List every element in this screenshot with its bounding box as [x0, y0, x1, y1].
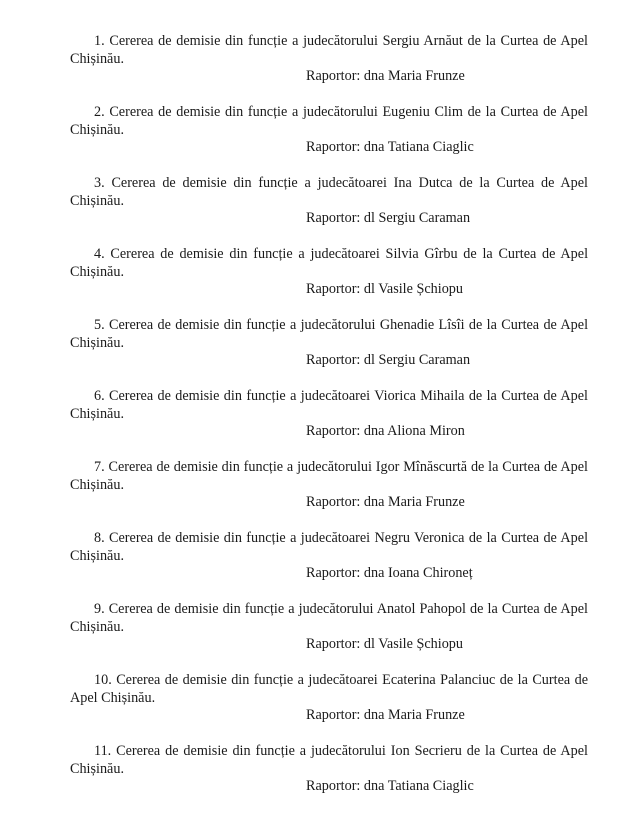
agenda-item — [70, 672, 588, 724]
agenda-item — [70, 601, 588, 653]
reporter-line — [70, 636, 588, 653]
reporter-prefix: Raportor: — [306, 352, 364, 368]
reporter-prefix: Raportor: — [306, 636, 364, 652]
agenda-item-text — [70, 175, 588, 210]
item-description: Cererea de demisie din funcție a judecătoarei Ina Dutca de la Curtea de Apel Chișinău. — [70, 175, 588, 209]
agenda-item — [70, 388, 588, 440]
item-number: 11. — [94, 743, 112, 759]
reporter-name: dna Maria Frunze — [363, 707, 465, 723]
reporter-name: dl Vasile Șchiopu — [363, 281, 463, 297]
item-description: Cererea de demisie din funcție a judecătoarei Negru Veronica de la Curtea de Apel Chișinău. — [70, 530, 589, 564]
reporter-name: dna Ioana Chironeț — [363, 565, 473, 581]
agenda-item — [70, 104, 588, 156]
reporter-prefix: Raportor: — [306, 139, 364, 155]
reporter-prefix: Raportor: — [306, 707, 364, 723]
agenda-item-text — [70, 246, 588, 281]
item-number: 3. — [94, 175, 105, 191]
reporter-prefix: Raportor: — [306, 281, 364, 297]
reporter-line — [70, 281, 588, 298]
item-number: 10. — [94, 672, 112, 688]
reporter-line — [70, 494, 588, 511]
agenda-item-text — [70, 104, 588, 139]
agenda-item — [70, 246, 588, 298]
agenda-item-text — [70, 317, 588, 352]
item-description: Cererea de demisie din funcție a judecătoarei Ecaterina Palanciuc de la Curtea de Apel Chișinău. — [70, 672, 589, 706]
item-number: 5. — [94, 317, 105, 333]
item-description: Cererea de demisie din funcție a judecătoarei Silvia Gîrbu de la Curtea de Apel Chișinău. — [70, 246, 589, 280]
item-number: 8. — [94, 530, 105, 546]
reporter-line — [70, 565, 588, 582]
item-description: Cererea de demisie din funcție a judecătorului Sergiu Arnăut de la Curtea de Apel Chișinău. — [70, 33, 588, 67]
reporter-prefix: Raportor: — [306, 423, 364, 439]
item-description: Cererea de demisie din funcție a judecătorului Ion Secrieru de la Curtea de Apel Chișinău. — [70, 743, 588, 777]
reporter-name: dna Tatiana Ciaglic — [363, 139, 474, 155]
item-description: Cererea de demisie din funcție a judecătorului Eugeniu Clim de la Curtea de Apel Chișinău. — [70, 104, 588, 138]
reporter-prefix: Raportor: — [306, 494, 364, 510]
reporter-name: dna Aliona Miron — [363, 423, 465, 439]
agenda-item — [70, 459, 588, 511]
item-number: 9. — [94, 601, 105, 617]
reporter-line — [70, 68, 588, 85]
agenda-item — [70, 175, 588, 227]
item-number: 4. — [94, 246, 105, 262]
reporter-line — [70, 139, 588, 156]
reporter-line — [70, 778, 588, 795]
reporter-prefix: Raportor: — [306, 68, 364, 84]
agenda-item-text — [70, 459, 588, 494]
reporter-prefix: Raportor: — [306, 778, 364, 794]
reporter-name: dl Sergiu Caraman — [363, 210, 471, 226]
agenda-item — [70, 530, 588, 582]
reporter-line — [70, 707, 588, 724]
agenda-item — [70, 33, 588, 85]
agenda-item-text — [70, 530, 588, 565]
reporter-line — [70, 352, 588, 369]
item-number: 6. — [94, 388, 105, 404]
agenda-item-text — [70, 601, 588, 636]
agenda-item — [70, 743, 588, 795]
agenda-item-text — [70, 33, 588, 68]
item-number: 1. — [94, 33, 105, 49]
reporter-name: dl Sergiu Caraman — [363, 352, 471, 368]
item-description: Cererea de demisie din funcție a judecătorului Igor Mînăscurtă de la Curtea de Apel Chișinău. — [70, 459, 588, 493]
agenda-item — [70, 317, 588, 369]
reporter-prefix: Raportor: — [306, 565, 364, 581]
agenda-item-text — [70, 672, 588, 707]
item-description: Cererea de demisie din funcție a judecătorului Anatol Pahopol de la Curtea de Apel Chișinău. — [70, 601, 588, 635]
reporter-prefix: Raportor: — [306, 210, 364, 226]
item-number: 2. — [94, 104, 105, 120]
agenda-list — [70, 33, 588, 814]
item-description: Cererea de demisie din funcție a judecătoarei Viorica Mihaila de la Curtea de Apel Chișinău. — [70, 388, 588, 422]
reporter-line — [70, 423, 588, 440]
agenda-item-text — [70, 388, 588, 423]
reporter-name: dna Maria Frunze — [363, 68, 465, 84]
item-description: Cererea de demisie din funcție a judecătorului Ghenadie Lîsîi de la Curtea de Apel Chișinău. — [70, 317, 589, 351]
reporter-name: dna Maria Frunze — [363, 494, 465, 510]
agenda-item-text — [70, 743, 588, 778]
reporter-name: dl Vasile Șchiopu — [363, 636, 463, 652]
item-number: 7. — [94, 459, 105, 475]
reporter-line — [70, 210, 588, 227]
reporter-name: dna Tatiana Ciaglic — [363, 778, 474, 794]
